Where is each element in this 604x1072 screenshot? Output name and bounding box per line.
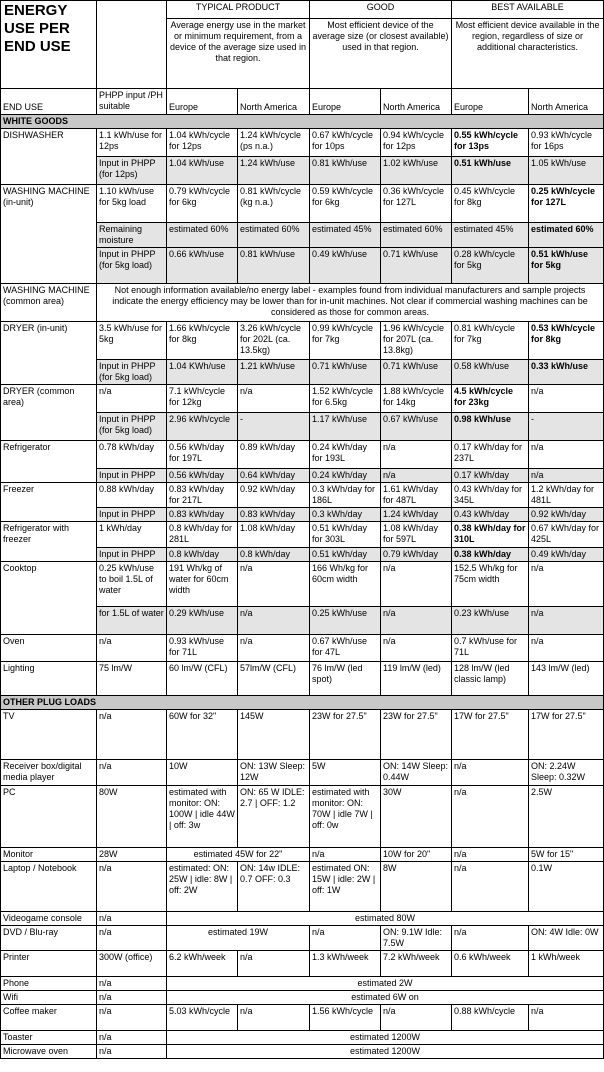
cell: 128 lm/W (led classic lamp)	[452, 662, 529, 696]
cell: n/a	[97, 1031, 167, 1045]
col-good-na: North America	[381, 89, 452, 115]
cell: n/a	[97, 1005, 167, 1031]
cell: estimated 45%	[452, 223, 529, 248]
cell: n/a	[529, 385, 604, 413]
cell: 0.33 kWh/use	[529, 360, 604, 385]
cell: 0.23 kWh/use	[452, 607, 529, 635]
row-label: PC	[1, 786, 97, 848]
cell: 4.5 kWh/cycle for 23kg	[452, 385, 529, 413]
cell: 0.53 kWh/cycle for 8kg	[529, 322, 604, 360]
span-cell: estimated 45W for 22"	[167, 848, 310, 862]
cell: n/a	[238, 635, 310, 662]
cell: 0.8 kWh/day	[238, 548, 310, 562]
col-end-use: END USE	[1, 89, 97, 115]
cell: 0.83 kWh/day for 217L	[167, 483, 238, 508]
cell: 0.88 kWh/day	[97, 483, 167, 508]
cell: 0.38 kWh/day for 310L	[452, 522, 529, 548]
table-title: ENERGY USE PER END USE	[1, 1, 97, 89]
cell: 1.61 kWh/day for 487L	[381, 483, 452, 508]
cell: for 1.5L of water	[97, 607, 167, 635]
cell: 300W (office)	[97, 951, 167, 977]
cell: 8W	[381, 862, 452, 912]
col-best-eu: Europe	[452, 89, 529, 115]
cell: 0.71 kWh/use	[310, 360, 381, 385]
cell: 0.93 kWh/cycle for 16ps	[529, 129, 604, 157]
cell: n/a	[452, 862, 529, 912]
cell: 1.02 kWh/use	[381, 157, 452, 185]
cell: 10W	[167, 760, 238, 786]
cell: 17W for 27.5"	[452, 710, 529, 760]
cell: 5W for 15"	[529, 848, 604, 862]
cell: 1.3 kWh/week	[310, 951, 381, 977]
cell: estimated with monitor: ON: 70W | idle 7W | off: 0w	[310, 786, 381, 848]
cell: 0.8 kWh/day	[167, 548, 238, 562]
cell: n/a	[310, 848, 381, 862]
col-typical-na: North America	[238, 89, 310, 115]
cell: 1.24 kWh/cycle (ps n.a.)	[238, 129, 310, 157]
cell: n/a	[381, 635, 452, 662]
cell: 1.66 kWh/cycle for 8kg	[167, 322, 238, 360]
cell: n/a	[452, 848, 529, 862]
cell: 0.51 kWh/day for 303L	[310, 522, 381, 548]
cell: 0.67 kWh/day for 425L	[529, 522, 604, 548]
cell: 0.43 kWh/day	[452, 508, 529, 522]
cell: ON: 14w IDLE: 0.7 OFF: 0.3	[238, 862, 310, 912]
cell: n/a	[381, 1005, 452, 1031]
cell: 0.99 kWh/cycle for 7kg	[310, 322, 381, 360]
cell: 1.08 kWh/day for 597L	[381, 522, 452, 548]
cell: 2.96 kWh/cycle	[167, 413, 238, 441]
cell: 23W for 27.5"	[381, 710, 452, 760]
cell: 17W for 27.5"	[529, 710, 604, 760]
span-cell: estimated 1200W	[167, 1031, 604, 1045]
cell: 0.25 kWh/use	[310, 607, 381, 635]
cell: n/a	[97, 926, 167, 951]
cell: 1.04 kWh/cycle for 12ps	[167, 129, 238, 157]
cell: 23W for 27.5"	[310, 710, 381, 760]
cell: n/a	[310, 926, 381, 951]
cell: 0.49 kWh/use	[310, 248, 381, 284]
cell: Input in PHPP (for 5kg load)	[97, 413, 167, 441]
cell: Input in PHPP	[97, 548, 167, 562]
row-label: DVD / Blu-ray	[1, 926, 97, 951]
cell: 0.7 kWh/use for 71L	[452, 635, 529, 662]
cell: 1.52 kWh/cycle for 6.5kg	[310, 385, 381, 413]
cell: 0.81 kWh/cycle for 7kg	[452, 322, 529, 360]
cell: Input in PHPP	[97, 469, 167, 483]
row-label: Monitor	[1, 848, 97, 862]
cell: 0.83 kWh/day	[167, 508, 238, 522]
cell: 0.36 kWh/cycle for 127L	[381, 185, 452, 223]
cell: 5W	[310, 760, 381, 786]
cell: 1.04 KWh/use	[167, 360, 238, 385]
row-label: Wifi	[1, 991, 97, 1005]
cell: 1 kWh/day	[97, 522, 167, 548]
cell: estimated 60%	[529, 223, 604, 248]
row-label: DRYER (common area)	[1, 385, 97, 441]
cell: 75 lm/W	[97, 662, 167, 696]
row-label: TV	[1, 710, 97, 760]
cell: 0.45 kWh/cycle for 8kg	[452, 185, 529, 223]
cell: 0.28 kWh/cycle for 5kg	[452, 248, 529, 284]
cell: 0.24 kWh/day	[310, 469, 381, 483]
cell: 152.5 Wh/kg for 75cm width	[452, 562, 529, 607]
cell: n/a	[529, 1005, 604, 1031]
cell: 0.71 kWh/use	[381, 248, 452, 284]
cell: ON: 2.24W Sleep: 0.32W	[529, 760, 604, 786]
row-label: Freezer	[1, 483, 97, 522]
cell: n/a	[238, 607, 310, 635]
note-cell: Not enough information available/no energy label - examples found from individual manufacturers and sample projects indicate the energy efficiency may be lower than for in-unit machines. Not clear if commercial washing machines can be considered as those for common areas.	[97, 284, 604, 322]
row-label: Lighting	[1, 662, 97, 696]
row-label: Refrigerator with freezer	[1, 522, 97, 562]
cell: Input in PHPP	[97, 508, 167, 522]
cell: n/a	[97, 991, 167, 1005]
cell: n/a	[97, 710, 167, 760]
cell: 0.81 kWh/use	[238, 248, 310, 284]
cell: n/a	[529, 607, 604, 635]
row-label: WASHING MACHINE (common area)	[1, 284, 97, 322]
col-good-eu: Europe	[310, 89, 381, 115]
cell: 57lm/W (CFL)	[238, 662, 310, 696]
cell: 0.93 kWh/use for 71L	[167, 635, 238, 662]
cell: 0.81 kWh/cycle (kg n.a.)	[238, 185, 310, 223]
cell: 0.98 kWh/use	[452, 413, 529, 441]
cell: 0.92 kWh/day	[529, 508, 604, 522]
cell: 0.25 kWh/cycle for 127L	[529, 185, 604, 223]
cell: 0.59 kWh/cycle for 6kg	[310, 185, 381, 223]
cell: 0.64 kWh/day	[238, 469, 310, 483]
col-best-na: North America	[529, 89, 604, 115]
cell: n/a	[529, 441, 604, 469]
cell: estimated: ON: 25W | idle: 8W | off: 2W	[167, 862, 238, 912]
cell: ON: 4W Idle: 0W	[529, 926, 604, 951]
cell: 0.3 kWh/day	[310, 508, 381, 522]
span-cell: estimated 19W	[167, 926, 310, 951]
cell: 1.88 kWh/cycle for 14kg	[381, 385, 452, 413]
cell: 166 Wh/kg for 60cm width	[310, 562, 381, 607]
cell: 1.96 kWh/cycle for 207L (ca. 13.8kg)	[381, 322, 452, 360]
cell: estimated ON: 15W | idle: 2W | off: 1W	[310, 862, 381, 912]
cell: 1.1 kWh/use for 12ps	[97, 129, 167, 157]
col-typical-eu: Europe	[167, 89, 238, 115]
cell: 0.67 kWh/use	[381, 413, 452, 441]
group-best-desc: Most efficient device available in the region, regardless of size or additional characteristics.	[452, 19, 604, 89]
cell: n/a	[452, 760, 529, 786]
cell: 1.17 kWh/use	[310, 413, 381, 441]
cell: n/a	[238, 385, 310, 413]
cell: n/a	[529, 562, 604, 607]
cell: 1.24 kWh/use	[238, 157, 310, 185]
cell: n/a	[381, 469, 452, 483]
row-label: Printer	[1, 951, 97, 977]
cell: 0.94 kWh/cycle for 12ps	[381, 129, 452, 157]
cell: ON: 65 W IDLE: 2.7 | OFF: 1.2	[238, 786, 310, 848]
col-phpp: PHPP input /PH suitable	[97, 89, 167, 115]
cell: 191 Wh/kg of water for 60cm width	[167, 562, 238, 607]
cell: 0.83 kWh/day	[238, 508, 310, 522]
cell: 7.2 kWh/week	[381, 951, 452, 977]
row-label: DRYER (in-unit)	[1, 322, 97, 385]
cell: 0.79 kWh/cycle for 6kg	[167, 185, 238, 223]
cell: 6.2 kWh/week	[167, 951, 238, 977]
cell: estimated 60%	[238, 223, 310, 248]
cell: n/a	[97, 912, 167, 926]
cell: n/a	[97, 760, 167, 786]
cell: 0.3 kWh/day for 186L	[310, 483, 381, 508]
cell: 0.78 kWh/day	[97, 441, 167, 469]
cell: 0.6 kWh/week	[452, 951, 529, 977]
cell: 0.81 kWh/use	[310, 157, 381, 185]
cell: n/a	[97, 385, 167, 413]
cell: estimated 60%	[167, 223, 238, 248]
cell: 119 lm/W (led)	[381, 662, 452, 696]
cell: 0.67 kWh/cycle for 10ps	[310, 129, 381, 157]
cell: 1.56 kWh/cycle	[310, 1005, 381, 1031]
group-good-desc: Most efficient device of the average size (or closest available) used in that region.	[310, 19, 452, 89]
cell: 0.56 kWh/day	[167, 469, 238, 483]
cell: 1.08 kWh/day	[238, 522, 310, 548]
cell: estimated with monitor: ON: 100W | idle 44W | off: 3w	[167, 786, 238, 848]
cell: n/a	[97, 862, 167, 912]
cell: 5.03 kWh/cycle	[167, 1005, 238, 1031]
cell: Input in PHPP (for 5kg load)	[97, 248, 167, 284]
cell: ON: 9.1W Idle: 7.5W	[381, 926, 452, 951]
cell: -	[238, 413, 310, 441]
cell: 1.24 kWh/day	[381, 508, 452, 522]
cell: n/a	[97, 635, 167, 662]
cell: n/a	[97, 1045, 167, 1059]
row-label: Coffee maker	[1, 1005, 97, 1031]
cell: 60W for 32"	[167, 710, 238, 760]
cell: n/a	[381, 441, 452, 469]
cell: 1.2 kWh/day for 481L	[529, 483, 604, 508]
cell: 0.8 kWh/day for 281L	[167, 522, 238, 548]
cell: 0.17 kWh/day	[452, 469, 529, 483]
cell: 3.26 kWh/cycle for 202L (ca. 13.5kg)	[238, 322, 310, 360]
cell: 0.92 kWh/day	[238, 483, 310, 508]
span-cell: estimated 1200W	[167, 1045, 604, 1059]
cell: 0.79 kWh/day	[381, 548, 452, 562]
row-label: Toaster	[1, 1031, 97, 1045]
row-label: Microwave oven	[1, 1045, 97, 1059]
cell: 0.43 kWh/day for 345L	[452, 483, 529, 508]
cell: Input in PHPP (for 12ps)	[97, 157, 167, 185]
cell: 60 lm/W (CFL)	[167, 662, 238, 696]
row-label: Phone	[1, 977, 97, 991]
cell: 0.1W	[529, 862, 604, 912]
row-label: Refrigerator	[1, 441, 97, 483]
cell: 145W	[238, 710, 310, 760]
cell: Remaining moisture	[97, 223, 167, 248]
cell: 0.56 kWh/day for 197L	[167, 441, 238, 469]
group-typical-label: TYPICAL PRODUCT	[167, 1, 310, 19]
cell: 0.71 kWh/use	[381, 360, 452, 385]
cell: 1.21 kWh/use	[238, 360, 310, 385]
row-label: Receiver box/digital media player	[1, 760, 97, 786]
group-best-label: BEST AVAILABLE	[452, 1, 604, 19]
row-label: WASHING MACHINE (in-unit)	[1, 185, 97, 284]
cell: 1 kWh/week	[529, 951, 604, 977]
cell: 0.49 kWh/day	[529, 548, 604, 562]
row-label: Oven	[1, 635, 97, 662]
group-typical-desc: Average energy use in the market or minimum requirement, from a device of the average size used in that region.	[167, 19, 310, 89]
cell: n/a	[452, 786, 529, 848]
blank-header-cell	[97, 1, 167, 89]
cell: n/a	[529, 469, 604, 483]
cell: 0.51 kWh/use	[452, 157, 529, 185]
cell: n/a	[97, 977, 167, 991]
cell: Input in PHPP (for 5kg load)	[97, 360, 167, 385]
cell: 10W for 20"	[381, 848, 452, 862]
cell: 0.51 kWh/use for 5kg	[529, 248, 604, 284]
cell: 76 lm/W (led spot)	[310, 662, 381, 696]
cell: 0.25 kWh/use to boil 1.5L of water	[97, 562, 167, 607]
cell: 0.55 kWh/cycle for 13ps	[452, 129, 529, 157]
cell: ON: 13W Sleep: 12W	[238, 760, 310, 786]
cell: 0.66 kWh/use	[167, 248, 238, 284]
section-plug-loads: OTHER PLUG LOADS	[1, 696, 604, 710]
cell: 0.24 kWh/day for 193L	[310, 441, 381, 469]
cell: estimated 45%	[310, 223, 381, 248]
span-cell: estimated 80W	[167, 912, 604, 926]
cell: n/a	[238, 562, 310, 607]
cell: n/a	[452, 926, 529, 951]
cell: 0.89 kWh/day	[238, 441, 310, 469]
cell: 30W	[381, 786, 452, 848]
cell: n/a	[381, 562, 452, 607]
cell: ON: 14W Sleep: 0.44W	[381, 760, 452, 786]
span-cell: estimated 6W on	[167, 991, 604, 1005]
cell: 2.5W	[529, 786, 604, 848]
cell: 0.58 kWh/use	[452, 360, 529, 385]
cell: n/a	[238, 951, 310, 977]
section-white-goods: WHITE GOODS	[1, 115, 604, 129]
cell: 0.51 kWh/day	[310, 548, 381, 562]
cell: 1.04 kWh/use	[167, 157, 238, 185]
row-label: Laptop / Notebook	[1, 862, 97, 912]
cell: 80W	[97, 786, 167, 848]
cell: estimated 60%	[381, 223, 452, 248]
cell: 1.10 kWh/use for 5kg load	[97, 185, 167, 223]
cell: 0.88 kWh/cycle	[452, 1005, 529, 1031]
row-label: Cooktop	[1, 562, 97, 635]
cell: n/a	[381, 607, 452, 635]
row-label: DISHWASHER	[1, 129, 97, 185]
span-cell: estimated 2W	[167, 977, 604, 991]
cell: -	[529, 413, 604, 441]
cell: 3.5 kWh/use for 5kg	[97, 322, 167, 360]
row-label: Videogame console	[1, 912, 97, 926]
cell: 1.05 kWh/use	[529, 157, 604, 185]
cell: n/a	[238, 1005, 310, 1031]
cell: 0.38 kWh/day	[452, 548, 529, 562]
cell: n/a	[529, 635, 604, 662]
cell: 0.17 kWh/day for 237L	[452, 441, 529, 469]
cell: 0.29 kWh/use	[167, 607, 238, 635]
cell: 28W	[97, 848, 167, 862]
cell: 143 lm/W (led)	[529, 662, 604, 696]
group-good-label: GOOD	[310, 1, 452, 19]
cell: 0.67 kWh/use for 47L	[310, 635, 381, 662]
cell: 7.1 kWh/cycle for 12kg	[167, 385, 238, 413]
